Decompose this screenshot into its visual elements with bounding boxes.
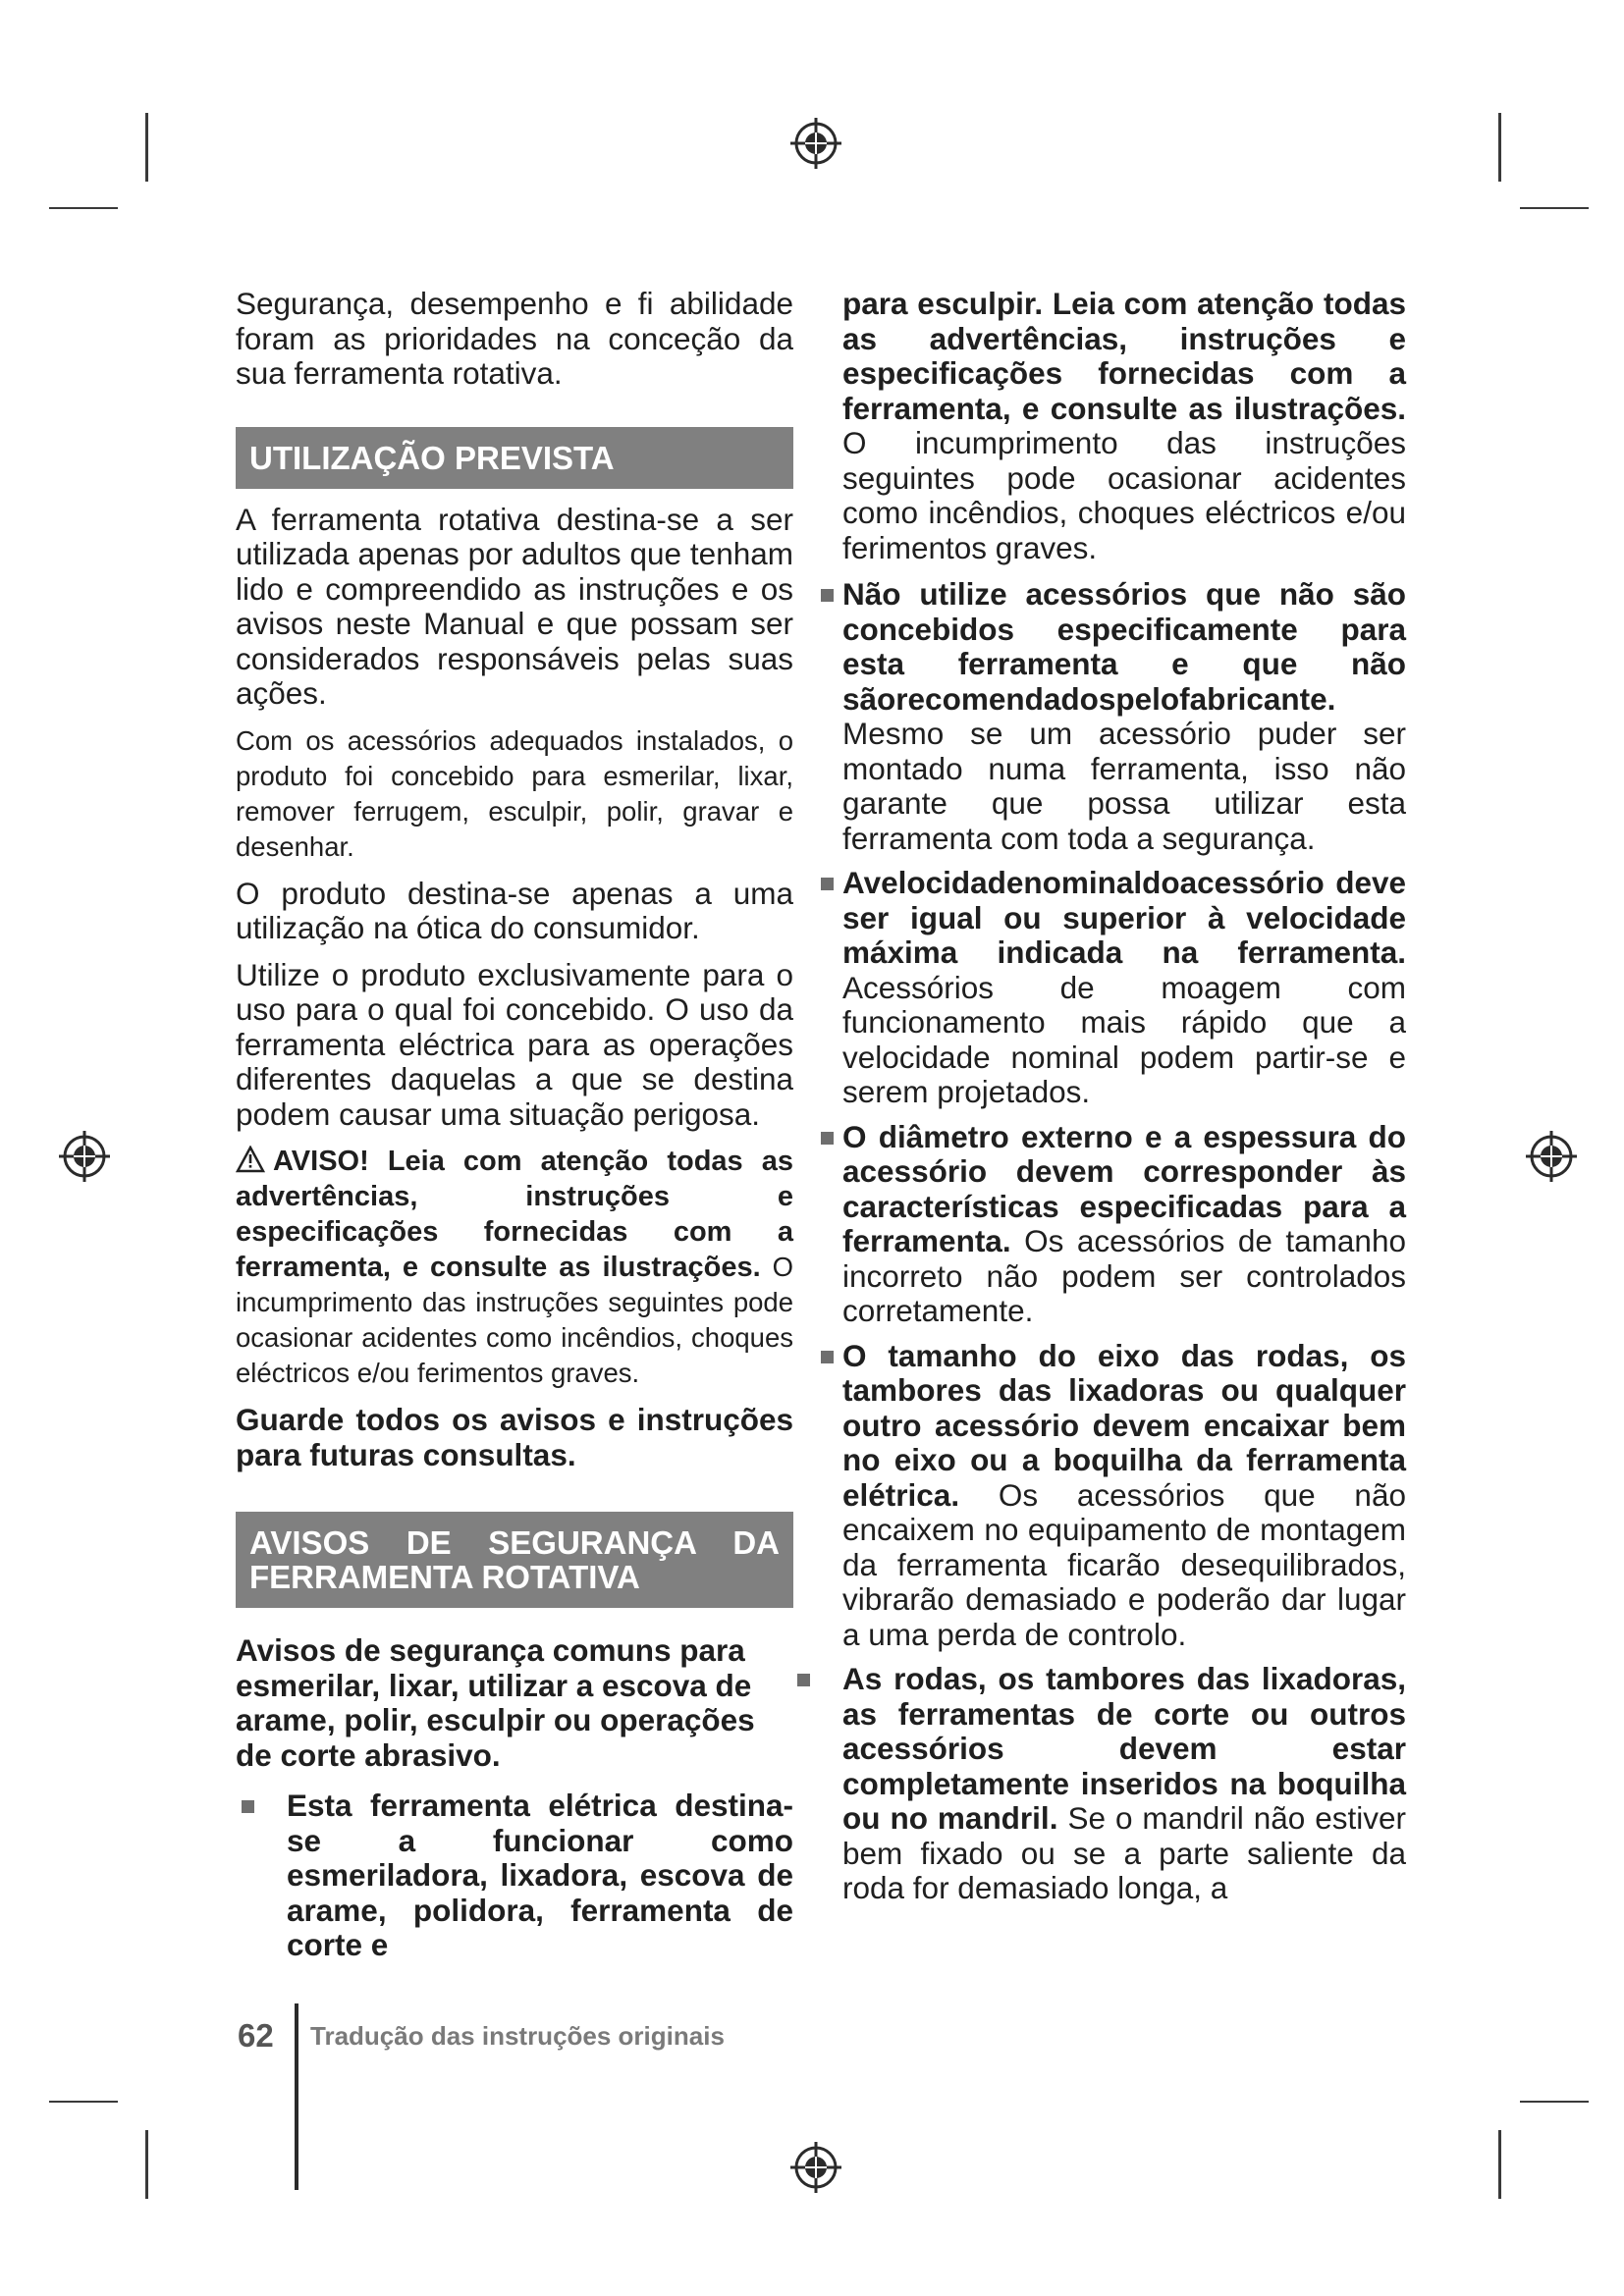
bullet-text: O incumprimento das instruções seguintes pode ocasionar acidentes como incêndios, choques eléctricos e/ou ferimentos graves. [842,425,1406,565]
list-item [236,1789,793,1963]
registration-mark-icon [1524,1129,1579,1184]
footer-text: Tradução das instruções originais [310,2021,725,2051]
crop-mark [145,2130,148,2199]
bullet-bold-text: para esculpir. Leia com atenção todas as advertências, instruções e especificações fornecidas com a ferramenta, e consulte as ilustrações. [842,286,1406,426]
warning-bold-text: AVISO! Leia com atenção todas as advertências, instruções e especificações fornecidas com a ferramenta, e consulte as ilustrações. [236,1146,793,1283]
keep-instructions-notice: Guarde todos os avisos e instruções para futuras consultas. [236,1402,793,1472]
bullet-square-icon [821,589,834,602]
bullet-text: Acessórios de moagem com funcionamento mais rápido que a velocidade nominal podem partir-se e serem projetados. [842,969,1406,1109]
list-item [842,1662,1406,1906]
bullet-square-icon [821,878,834,890]
bullet-bold-text: As rodas, os tambores das lixadoras, as ferramentas de corte ou outros acessórios devem estar completamente inseridos na boquilha ou no mandril. [842,1661,1406,1836]
crop-mark [1520,2101,1589,2103]
crop-mark [49,207,118,209]
footer-divider [295,2003,298,2190]
bullet-square-icon [242,1800,254,1813]
registration-mark-icon [788,2140,843,2195]
list-item [842,1339,1406,1653]
bullet-text: Os acessórios de tamanho incorreto não podem ser controlados corretamente. [842,1223,1406,1328]
warning-text: O incumprimento das instruções seguintes pode ocasionar acidentes como incêndios, choques eléctricos e/ou ferimentos graves. [236,1252,793,1388]
intended-use-paragraph: O produto destina-se apenas a uma utilização na ótica do consumidor. [236,875,793,945]
bullet-bold-text: Avelocidadenominaldoacessório deve ser igual ou superior à velocidade máxima indicada na ferramenta. [842,865,1406,970]
crop-mark [1498,2130,1501,2199]
crop-mark [145,113,148,182]
bullet-bold-text: O diâmetro externo e a espessura do acessório devem corresponder às características especificadas para a ferramenta. [842,1118,1406,1258]
crop-mark [1498,113,1501,182]
bullet-bold-text: Esta ferramenta elétrica destina-se a funcionar como esmeriladora, lixadora, escova de arame, polidora, ferramenta de corte e [287,1788,793,1962]
bullet-square-icon [797,1674,810,1686]
common-warnings-title: Avisos de segurança comuns para esmerilar, lixar, utilizar a escova de arame, polir, esculpir ou operações de corte abrasivo. [236,1632,755,1773]
intended-use-paragraph: Utilize o produto exclusivamente para o uso para o qual foi concebido. O uso da ferramenta eléctrica para as operações diferentes daquelas a que se destina podem causar uma situação perigosa. [236,956,793,1132]
bullet-bold-text: O tamanho do eixo das rodas, os tambores das lixadoras ou qualquer outro acessório devem encaixar bem no eixo ou a boquilha da ferramenta elétrica. [842,1337,1406,1513]
bullet-square-icon [821,1132,834,1145]
bullet-square-icon [821,1351,834,1363]
list-item [842,1120,1406,1329]
page-number: 62 [238,2017,274,2054]
left-column [236,287,793,1973]
bullet-text: Se o mandril não estiver bem fixado ou se a parte saliente da roda for demasiado longa, a [842,1800,1407,1905]
section-heading-safety: AVISOS DE SEGURANÇA DA FERRAMENTA ROTATIVA [236,1512,793,1608]
warning-block [236,1144,793,1391]
continued-paragraph [842,287,1406,565]
crop-mark [1520,207,1589,209]
list-item [842,866,1406,1110]
crop-mark [49,2101,118,2103]
list-item [842,577,1406,856]
intended-use-paragraph: Com os acessórios adequados instalados, o produto foi concebido para esmerilar, lixar, remover ferrugem, esculpir, polir, gravar e desenhar. [236,724,793,862]
intro-paragraph: Segurança, desempenho e fi abilidade foram as prioridades na conceção da sua ferramenta rotativa. [236,286,793,391]
bullet-text: Mesmo se um acessório puder ser montado numa ferramenta, isso não garante que possa utilizar esta ferramenta com toda a segurança. [842,716,1406,856]
right-column [842,287,1406,1916]
registration-mark-icon [788,116,843,171]
section-heading-intended-use: UTILIZAÇÃO PREVISTA [236,427,793,489]
warning-triangle-icon [236,1146,265,1173]
bullet-text: Os acessórios que não encaixem no equipamento de montagem da ferramenta ficarão desequilibrados, vibrarão demasiado e poderão dar lugar a uma perda de controlo. [842,1476,1406,1652]
intended-use-paragraph: A ferramenta rotativa destina-se a ser utilizada apenas por adultos que tenham lido e compreendido as instruções e os avisos neste Manual e que possam ser considerados responsáveis pelas suas ações. [236,501,793,711]
registration-mark-icon [57,1129,112,1184]
bullet-bold-text: Não utilize acessórios que não são concebidos especificamente para esta ferramenta e que não sãorecomendadospelofabricante. [842,576,1406,717]
